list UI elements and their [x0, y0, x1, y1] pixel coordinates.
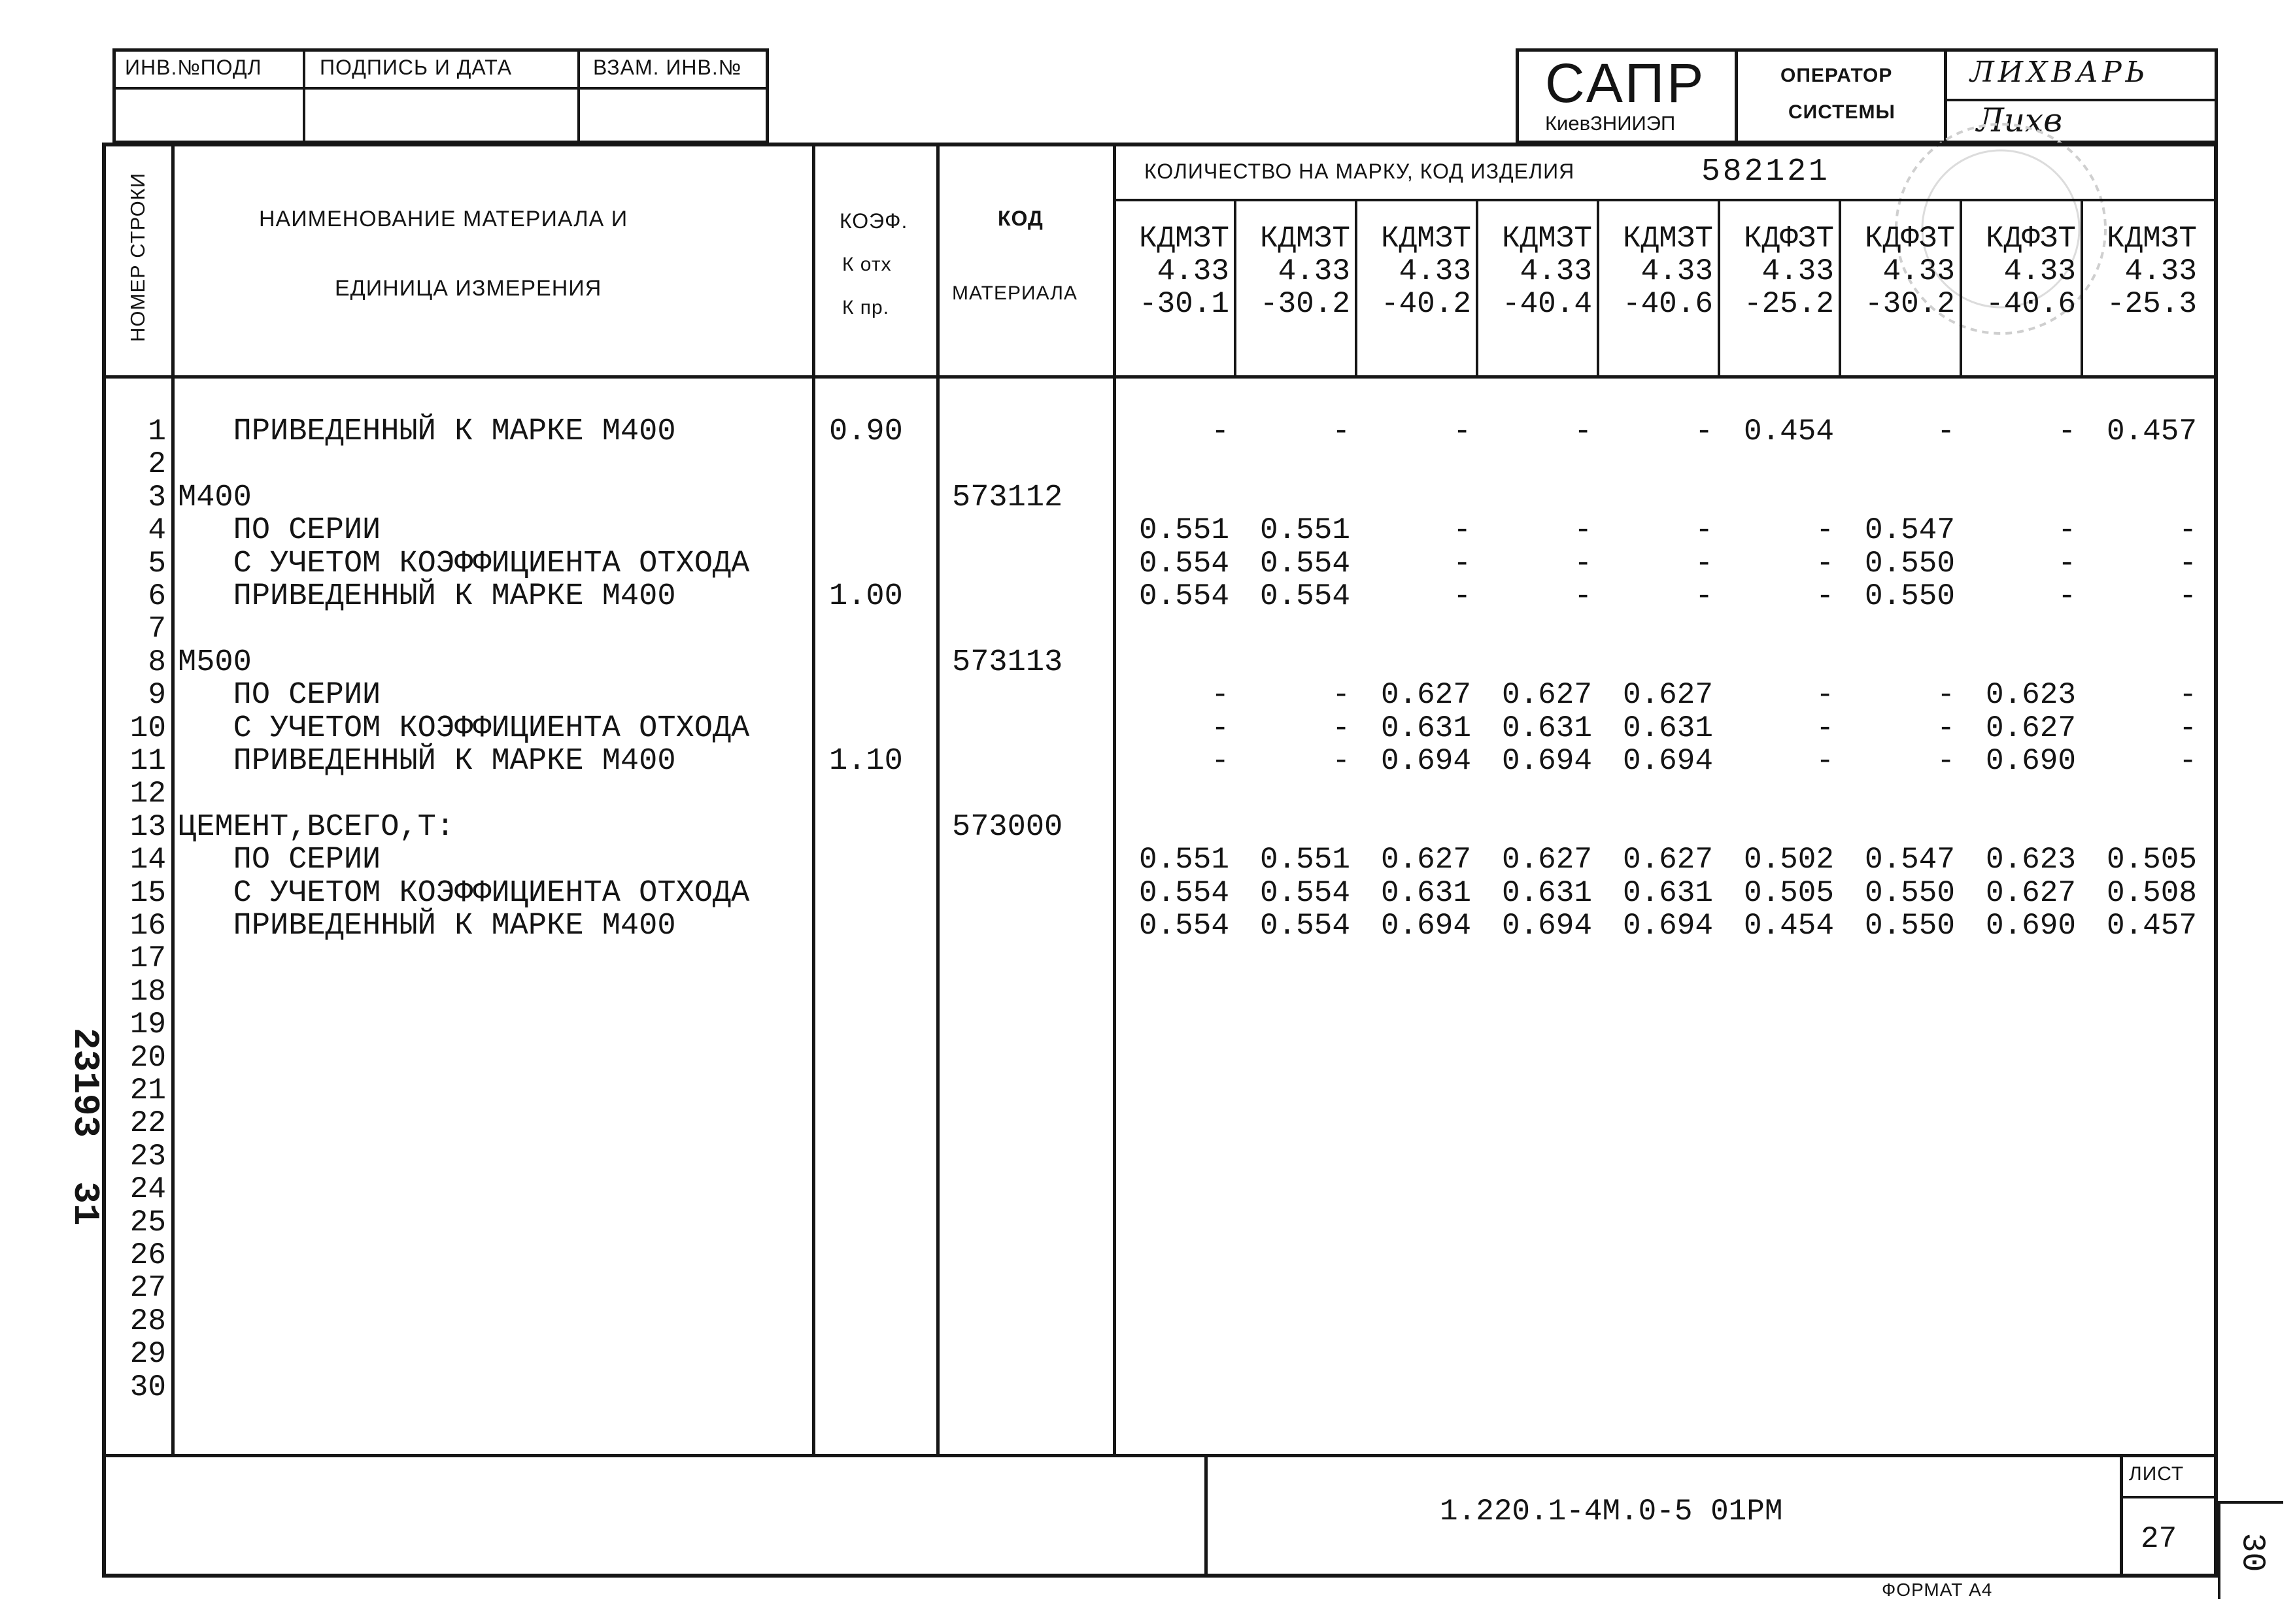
row-number: 27 — [129, 1271, 166, 1306]
quantity-cell: 0.454 — [1743, 909, 1834, 943]
row-number: 18 — [129, 974, 166, 1009]
quantity-cell: 0.550 — [1864, 909, 1955, 943]
quantity-cell: 0.631 — [1380, 875, 1471, 910]
quantity-cell: 0.554 — [1259, 579, 1350, 613]
row-number: 22 — [129, 1106, 166, 1141]
quantity-cell: - — [2179, 546, 2197, 581]
quantity-cell: - — [1816, 546, 1834, 581]
quantity-cell: 0.554 — [1259, 909, 1350, 943]
row-number: 24 — [129, 1172, 166, 1207]
quantity-cell: 0.550 — [1864, 546, 1955, 581]
row-number: 17 — [129, 941, 166, 976]
quantity-cell: - — [1695, 513, 1713, 548]
quantity-cell: 0.550 — [1864, 875, 1955, 910]
quantity-cell: - — [1453, 579, 1471, 613]
sheet-label: ЛИСТ — [2129, 1463, 2184, 1485]
format-label: ФОРМАТ А4 — [1882, 1580, 1993, 1600]
quantity-cell: - — [1332, 678, 1350, 713]
quantity-cell: 0.631 — [1380, 711, 1471, 745]
row-number: 9 — [148, 678, 166, 713]
quantity-cell: - — [1574, 579, 1592, 613]
row-number: 1 — [148, 414, 166, 448]
material-name: ЦЕМЕНТ,ВСЕГО,Т: — [178, 809, 455, 845]
quantity-cell: - — [1937, 744, 1955, 778]
side-page-number: 30 — [2233, 1532, 2271, 1572]
archive-number: 23193 31 — [64, 1028, 106, 1226]
quantity-cell: - — [1332, 414, 1350, 448]
quantity-cell: - — [1937, 414, 1955, 448]
quantity-cell: 0.554 — [1259, 546, 1350, 581]
row-number: 10 — [129, 711, 166, 745]
header-name-line2: ЕДИНИЦА ИЗМЕРЕНИЯ — [335, 276, 602, 301]
quantity-cell: 0.627 — [1380, 678, 1471, 713]
quantity-cell: 0.554 — [1259, 875, 1350, 910]
row-number: 7 — [148, 612, 166, 647]
product-column-3: КДМЗТ 4.33 -40.2 — [1380, 222, 1471, 321]
quantity-cell: 0.690 — [1985, 744, 2076, 778]
quantity-cell: 0.554 — [1138, 579, 1229, 613]
coefficient-value: 1.10 — [829, 744, 903, 779]
quantity-cell: 0.554 — [1138, 909, 1229, 943]
row-number: 21 — [129, 1074, 166, 1108]
quantity-cell: 0.631 — [1622, 875, 1713, 910]
row-number: 28 — [129, 1304, 166, 1338]
material-name: С УЧЕТОМ КОЭФФИЦИЕНТА ОТХОДА — [178, 875, 750, 911]
coefficient-value: 1.00 — [829, 579, 903, 614]
quantity-cell: - — [1211, 744, 1229, 778]
quantity-cell: - — [1574, 513, 1592, 548]
coefficient-value: 0.90 — [829, 414, 903, 449]
quantity-cell: - — [1211, 711, 1229, 745]
quantity-cell: - — [1816, 579, 1834, 613]
material-name: С УЧЕТОМ КОЭФФИЦИЕНТА ОТХОДА — [178, 546, 750, 581]
quantity-cell: 0.627 — [1622, 678, 1713, 713]
row-number: 29 — [129, 1337, 166, 1372]
quantity-cell: - — [1453, 546, 1471, 581]
quantity-cell: 0.627 — [1985, 711, 2076, 745]
quantity-cell: 0.627 — [1985, 875, 2076, 910]
quantity-cell: 0.627 — [1501, 678, 1592, 713]
product-column-2: КДМЗТ 4.33 -30.2 — [1259, 222, 1350, 321]
material-name: ПРИВЕДЕННЫЙ К МАРКЕ М400 — [178, 909, 676, 943]
quantity-cell: - — [1574, 546, 1592, 581]
quantity-cell: 0.627 — [1501, 843, 1592, 877]
row-number: 5 — [148, 546, 166, 581]
document-code: 1.220.1-4М.0-5 01РМ — [1440, 1495, 1783, 1529]
quantity-cell: 0.505 — [2106, 843, 2197, 877]
quantity-cell: - — [1816, 513, 1834, 548]
header-row-number: НОМЕР СТРОКИ — [126, 172, 149, 342]
quantity-cell: 0.631 — [1622, 711, 1713, 745]
quantity-cell: 0.627 — [1622, 843, 1713, 877]
product-column-6: КДФЗТ 4.33 -25.2 — [1743, 222, 1834, 321]
sheet-number: 27 — [2141, 1522, 2177, 1556]
row-number: 4 — [148, 513, 166, 548]
quantity-cell: - — [2058, 546, 2076, 581]
row-number: 20 — [129, 1040, 166, 1075]
quantity-cell: - — [1695, 579, 1713, 613]
quantity-cell: 0.551 — [1259, 843, 1350, 877]
quantity-cell: - — [1574, 414, 1592, 448]
stamp-replacement-inv-label: ВЗАМ. ИНВ.№ — [593, 56, 742, 79]
row-number: 16 — [129, 909, 166, 943]
stamp-signature-date-label: ПОДПИСЬ И ДАТА — [320, 56, 513, 79]
material-name: ПРИВЕДЕННЫЙ К МАРКЕ М400 — [178, 414, 676, 449]
quantity-cell: - — [1816, 744, 1834, 778]
product-column-1: КДМЗТ 4.33 -30.1 — [1138, 222, 1229, 321]
quantity-cell: 0.505 — [1743, 875, 1834, 910]
quantity-cell: 0.547 — [1864, 513, 1955, 548]
row-number: 14 — [129, 843, 166, 877]
quantity-cell: 0.623 — [1985, 678, 2076, 713]
header-product-code: 582121 — [1701, 154, 1830, 190]
row-number: 25 — [129, 1205, 166, 1240]
quantity-cell: - — [2179, 579, 2197, 613]
quantity-cell: - — [1453, 513, 1471, 548]
header-code-line1: КОД — [998, 207, 1044, 230]
product-column-4: КДМЗТ 4.33 -40.4 — [1501, 222, 1592, 321]
quantity-cell: 0.551 — [1138, 843, 1229, 877]
row-number: 8 — [148, 645, 166, 679]
row-number: 2 — [148, 447, 166, 482]
row-number: 6 — [148, 579, 166, 613]
quantity-cell: - — [1816, 678, 1834, 713]
quantity-cell: - — [1695, 546, 1713, 581]
header-quantity-label: КОЛИЧЕСТВО НА МАРКУ, КОД ИЗДЕЛИЯ — [1144, 160, 1575, 183]
quantity-cell: 0.623 — [1985, 843, 2076, 877]
material-code: 573000 — [952, 809, 1063, 845]
row-number: 30 — [129, 1370, 166, 1404]
product-column-8: КДФЗТ 4.33 -40.6 — [1985, 222, 2076, 321]
row-number: 26 — [129, 1238, 166, 1272]
quantity-cell: 0.690 — [1985, 909, 2076, 943]
quantity-cell: - — [1937, 678, 1955, 713]
header-coef-line1: КОЭФ. — [840, 209, 908, 233]
quantity-cell: 0.554 — [1138, 875, 1229, 910]
quantity-cell: - — [1695, 414, 1713, 448]
quantity-cell: 0.457 — [2106, 909, 2197, 943]
product-column-5: КДМЗТ 4.33 -40.6 — [1622, 222, 1713, 321]
quantity-cell: - — [2179, 678, 2197, 713]
operator-signature: Лихв — [1977, 101, 2063, 139]
quantity-cell: - — [2058, 579, 2076, 613]
quantity-cell: - — [2179, 513, 2197, 548]
material-name: ПРИВЕДЕННЫЙ К МАРКЕ М400 — [178, 744, 676, 779]
quantity-cell: - — [1332, 711, 1350, 745]
quantity-cell: 0.631 — [1501, 711, 1592, 745]
quantity-cell: 0.457 — [2106, 414, 2197, 448]
header-coef-line2: К отх — [842, 254, 892, 275]
quantity-cell: 0.551 — [1259, 513, 1350, 548]
quantity-cell: 0.694 — [1501, 744, 1592, 778]
header-coef-line3: К пр. — [842, 297, 890, 318]
quantity-cell: 0.502 — [1743, 843, 1834, 877]
row-number: 23 — [129, 1139, 166, 1174]
material-name: С УЧЕТОМ КОЭФФИЦИЕНТА ОТХОДА — [178, 711, 750, 746]
row-number: 3 — [148, 480, 166, 515]
sapr-organization: КиевЗНИИЭП — [1545, 112, 1676, 135]
material-name: ПО СЕРИИ — [178, 843, 381, 878]
material-code: 573113 — [952, 645, 1063, 680]
row-number: 11 — [129, 744, 166, 778]
main-table — [102, 143, 2218, 1578]
quantity-cell: - — [2179, 711, 2197, 745]
stamp-inv-podl-label: ИНВ.№ПОДЛ — [125, 56, 262, 79]
operator-label-line2: СИСТЕМЫ — [1788, 101, 1896, 123]
material-name: М500 — [178, 645, 252, 680]
quantity-cell: 0.550 — [1864, 579, 1955, 613]
row-number: 13 — [129, 809, 166, 844]
quantity-cell: - — [1816, 711, 1834, 745]
quantity-cell: 0.694 — [1501, 909, 1592, 943]
stamp-table — [112, 48, 769, 144]
quantity-cell: 0.554 — [1138, 546, 1229, 581]
quantity-cell: - — [1453, 414, 1471, 448]
quantity-cell: - — [1211, 678, 1229, 713]
quantity-cell: - — [2058, 414, 2076, 448]
material-name: ПРИВЕДЕННЫЙ К МАРКЕ М400 — [178, 579, 676, 614]
header-name-line1: НАИМЕНОВАНИЕ МАТЕРИАЛА И — [259, 207, 628, 231]
quantity-cell: 0.694 — [1622, 744, 1713, 778]
quantity-cell: 0.694 — [1380, 909, 1471, 943]
material-name: ПО СЕРИИ — [178, 513, 381, 549]
quantity-cell: 0.454 — [1743, 414, 1834, 448]
quantity-cell: - — [1332, 744, 1350, 778]
quantity-cell: - — [2179, 744, 2197, 778]
material-name: ПО СЕРИИ — [178, 678, 381, 713]
quantity-cell: - — [2058, 513, 2076, 548]
quantity-cell: - — [1211, 414, 1229, 448]
quantity-cell: 0.694 — [1622, 909, 1713, 943]
material-name: М400 — [178, 480, 252, 515]
sapr-title: САПР — [1545, 52, 1707, 114]
row-number: 19 — [129, 1007, 166, 1042]
product-column-7: КДФЗТ 4.33 -30.2 — [1864, 222, 1955, 321]
header-code-line2: МАТЕРИАЛА — [952, 282, 1078, 304]
quantity-cell: 0.508 — [2106, 875, 2197, 910]
row-number: 15 — [129, 875, 166, 910]
quantity-cell: - — [1937, 711, 1955, 745]
quantity-cell: 0.551 — [1138, 513, 1229, 548]
material-code: 573112 — [952, 480, 1063, 515]
product-column-9: КДМЗТ 4.33 -25.3 — [2106, 222, 2197, 321]
quantity-cell: 0.694 — [1380, 744, 1471, 778]
row-number: 12 — [129, 777, 166, 811]
quantity-cell: 0.547 — [1864, 843, 1955, 877]
quantity-cell: 0.627 — [1380, 843, 1471, 877]
quantity-cell: 0.631 — [1501, 875, 1592, 910]
operator-name-handwritten: ЛИХВАРЬ — [1970, 56, 2149, 89]
operator-label-line1: ОПЕРАТОР — [1780, 65, 1893, 86]
